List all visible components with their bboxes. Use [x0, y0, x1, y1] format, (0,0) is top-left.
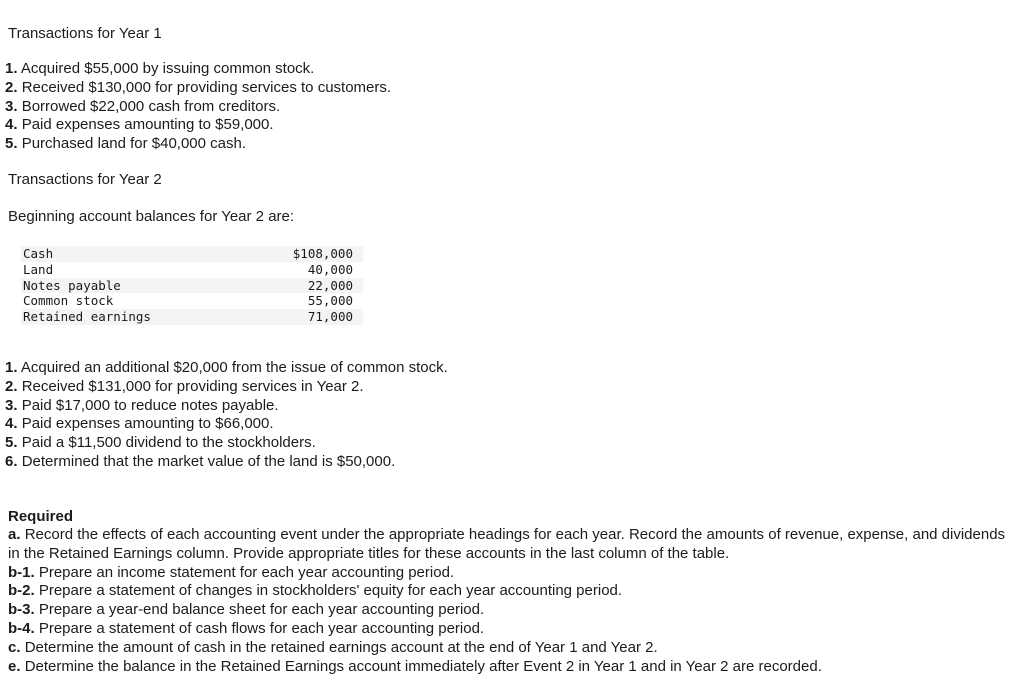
- account-amount: 71,000: [242, 309, 363, 325]
- item-number: 1.: [5, 359, 18, 376]
- table-row: [21, 309, 363, 325]
- required-heading: Required: [8, 508, 74, 525]
- item-text: Prepare a statement of cash flows for each year accounting period.: [38, 619, 485, 637]
- account-amount: $108,000: [242, 246, 363, 262]
- item-text: Received $130,000 for providing services to customers.: [21, 78, 392, 96]
- list-item: [5, 453, 448, 472]
- item-text: Paid a $11,500 dividend to the stockholders.: [21, 434, 316, 452]
- account-name: Notes payable: [21, 278, 242, 294]
- item-label: e.: [8, 657, 21, 675]
- list-item: [8, 601, 1013, 620]
- item-text: Paid expenses amounting to $66,000.: [21, 415, 274, 433]
- item-label: c.: [8, 638, 21, 656]
- list-item: [5, 116, 391, 135]
- item-label: a.: [8, 526, 21, 543]
- account-name: Land: [23, 261, 54, 277]
- year2-heading: Transactions for Year 2: [8, 171, 162, 188]
- item-text: Prepare an income statement for each year accounting period.: [38, 563, 455, 581]
- list-item: [5, 378, 448, 397]
- item-number: 1.: [5, 60, 18, 77]
- list-item: [5, 397, 448, 416]
- item-text: Acquired $55,000 by issuing common stock.: [20, 60, 315, 77]
- item-text: Borrowed $22,000 cash from creditors.: [21, 97, 281, 115]
- balances-intro: Beginning account balances for Year 2 are:: [8, 208, 295, 225]
- item-text: Determine the balance in the Retained Earnings account immediately after Event 2 in Year 1 and in Year 2 are recorded.: [24, 657, 822, 675]
- account-name: Common stock: [23, 293, 114, 309]
- item-text: Prepare a statement of changes in stockholders' equity for each year accounting period.: [38, 582, 623, 600]
- year2-transaction-list: [5, 359, 448, 472]
- item-text: Determine the amount of cash in the retained earnings account at the end of Year 1 and Year 2.: [24, 638, 658, 656]
- table-row: [21, 293, 363, 309]
- item-number: 4.: [5, 415, 18, 433]
- list-item: [8, 582, 1013, 601]
- item-text: Received $131,000 for providing services in Year 2.: [21, 377, 364, 395]
- beginning-balances-table: [21, 246, 363, 325]
- table-row: [21, 246, 363, 262]
- list-item: [8, 658, 1013, 677]
- year1-heading: Transactions for Year 1: [8, 25, 162, 42]
- item-text: Prepare a year-end balance sheet for each year accounting period.: [38, 601, 485, 619]
- list-item: [5, 98, 391, 117]
- item-number: 3.: [5, 396, 18, 414]
- account-name: Cash: [21, 246, 242, 262]
- item-text: Acquired an additional $20,000 from the issue of common stock.: [20, 359, 448, 376]
- item-label: b-4.: [8, 619, 35, 637]
- item-number: 4.: [5, 116, 18, 134]
- account-name: Retained earnings: [21, 309, 242, 325]
- account-amount: 40,000: [307, 261, 353, 277]
- list-item: [5, 359, 448, 378]
- list-item: [8, 564, 1013, 583]
- item-number: 5.: [5, 135, 18, 153]
- list-item: [8, 526, 1013, 564]
- table-row: [21, 262, 363, 278]
- item-text: Purchased land for $40,000 cash.: [21, 135, 247, 153]
- item-text: Paid $17,000 to reduce notes payable.: [21, 396, 279, 414]
- list-item: [8, 639, 1013, 658]
- list-item: [5, 434, 448, 453]
- item-number: 2.: [5, 78, 18, 96]
- item-text: Record the effects of each accounting event under the appropriate headings for each year. Record the amounts of revenue, expense, and dividends in the Retained Earnings column. Provide appropriate titles for these accounts in the last column of the table.: [8, 526, 1006, 562]
- list-item: [5, 79, 391, 98]
- item-number: 6.: [5, 452, 18, 470]
- year1-transaction-list: [5, 60, 391, 154]
- item-number: 3.: [5, 97, 18, 115]
- item-number: 2.: [5, 377, 18, 395]
- item-label: b-3.: [8, 601, 35, 619]
- list-item: [8, 620, 1013, 639]
- item-label: b-1.: [8, 563, 35, 581]
- item-number: 5.: [5, 434, 18, 452]
- account-amount: 55,000: [307, 293, 353, 309]
- list-item: [5, 135, 391, 154]
- item-text: Paid expenses amounting to $59,000.: [21, 116, 274, 134]
- list-item: [5, 415, 448, 434]
- item-text: Determined that the market value of the land is $50,000.: [21, 452, 396, 470]
- account-amount: 22,000: [242, 278, 363, 294]
- required-list: [8, 526, 1013, 676]
- list-item: [5, 60, 391, 79]
- item-label: b-2.: [8, 582, 35, 600]
- table-row: [21, 278, 363, 294]
